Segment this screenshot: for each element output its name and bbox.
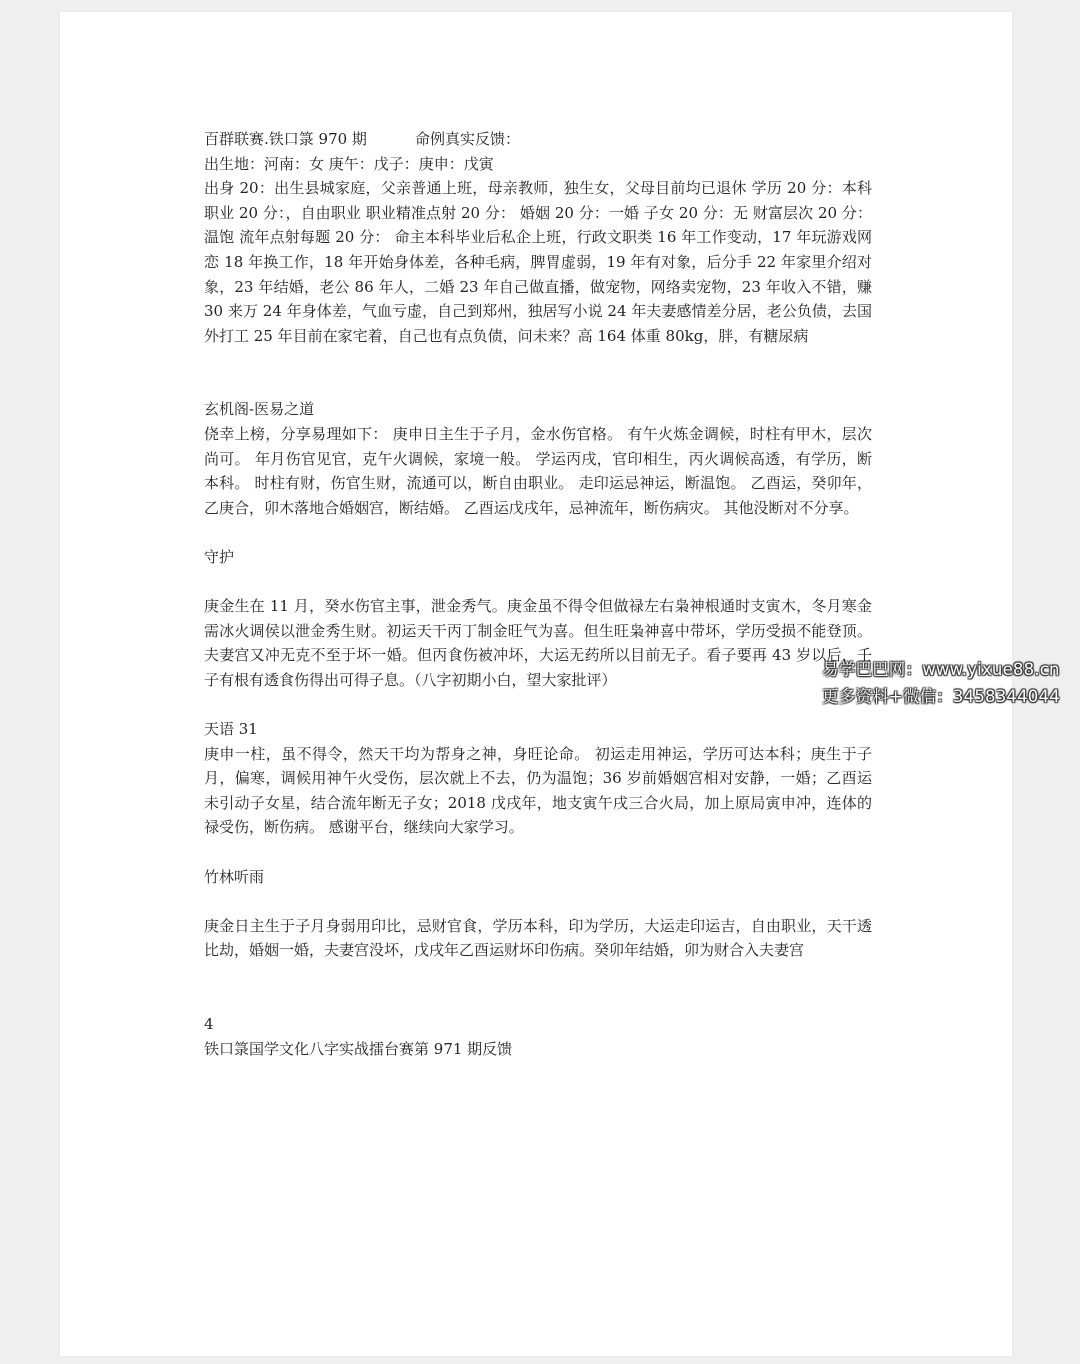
section-2-author: 守护 <box>204 547 235 566</box>
section-3-text: 庚申一柱，虽不得令，然天干均为帮身之神，身旺论命。 初运走用神运，学历可达本科；庚生于子月，偏寒，调候用神午火受伤，层次就上不去，仍为温饱；36 岁前婚姻宫相对安静，一婚；乙酉运未引动子女星，结合流年断无子女；2018 戊戌年，地支寅午戌三合火局，加上原局寅申冲，连体的禄受伤，断伤病。 感谢平台，继续向大家学习。 <box>204 744 872 837</box>
section-1-text: 侥幸上榜，分享易理如下： 庚申日主生于子月，金水伤官格。 有午火炼金调候，时柱有甲木，层次尚可。 年月伤官见官，克午火调候，家境一般。 学运丙戌，官印相生，丙火调候高透，有学历，断本科。 时柱有财，伤官生财，流通可以，断自由职业。 走印运忌神运，断温饱。 乙酉运，癸卯年，乙庚合，卯木落地合婚姻宫，断结婚。 乙酉运戊戌年，忌神流年，断伤病灾。 其他没断对不分享。 <box>204 424 872 517</box>
document-body <box>204 127 872 1061</box>
section-2-text: 庚金生在 11 月，癸水伤官主事，泄金秀气。庚金虽不得令但做禄左右枭神根通时支寅木，冬月寒金需冰火调侯以泄金秀生财。初运天干丙丁制金旺气为喜。但生旺枭神喜中带坏，学历受损不能登顶。夫妻宫又冲无克不至于坏一婚。但丙食伤被冲坏，大运无药所以目前无子。看子要再 43 岁以后，壬子有根有透食伤得出可得子息。（八字初期小白，望大家批评） <box>204 597 872 689</box>
case-birth-info: 出生地：河南：女 庚午：戊子：庚申：戊寅 <box>204 154 494 173</box>
watermark-line-2: 更多资料+微信：3458344044 <box>822 687 1060 706</box>
page-number: 4 <box>204 1015 214 1033</box>
watermark <box>822 656 1060 710</box>
section-4-text: 庚金日主生于子月身弱用印比，忌财官食，学历本科，印为学历，大运走印运吉，自由职业，天干透比劫，婚姻一婚，夫妻宫没坏，戊戌年乙酉运财坏印伤病。癸卯年结婚，卯为财合入夫妻宫 <box>204 916 872 960</box>
next-contest-title: 铁口箓国学文化八字实战擂台赛第 971 期反馈 <box>204 1039 513 1058</box>
feedback-label: 命例真实反馈： <box>414 130 520 148</box>
case-description: 出身 20：出生县城家庭，父亲普通上班，母亲教师，独生女，父母目前均已退休 学历 20 分：本科 职业 20 分：，自由职业 职业精准点射 20 分： 婚姻 20 分：一婚 子女 20 分：无 财富层次 20 分：温饱 流年点射每题 20 分： 命主本科毕业后私企上班，行政文职类 16 年工作变动，17 年玩游戏网恋 18 年换工作，18 年开始身体差，各种毛病，脾胃虚弱，19 年有对象，后分手 22 年家里介绍对象，23 年结婚，老公 86 年人，二婚 23 年自己做直播，做宠物，网络卖宠物，23 年收入不错，赚 30 来万 24 年身体差，气血亏虚，自己到郑州，独居写小说 24 年夫妻感情差分居，老公负债，去国外打工 25 年目前在家宅着，自己也有点负债，问未来？高 164 体重 80kg，胖，有糖尿病 <box>204 179 872 345</box>
watermark-line-1: 易学巴巴网：www.yixue88.cn <box>822 660 1060 679</box>
header-line <box>204 127 872 152</box>
contest-title: 百群联赛.铁口箓 970 期 <box>204 130 367 148</box>
section-1-author: 玄机阁-医易之道 <box>204 400 315 419</box>
section-4-author: 竹林听雨 <box>204 867 265 886</box>
section-3-author: 天语 31 <box>204 720 258 739</box>
